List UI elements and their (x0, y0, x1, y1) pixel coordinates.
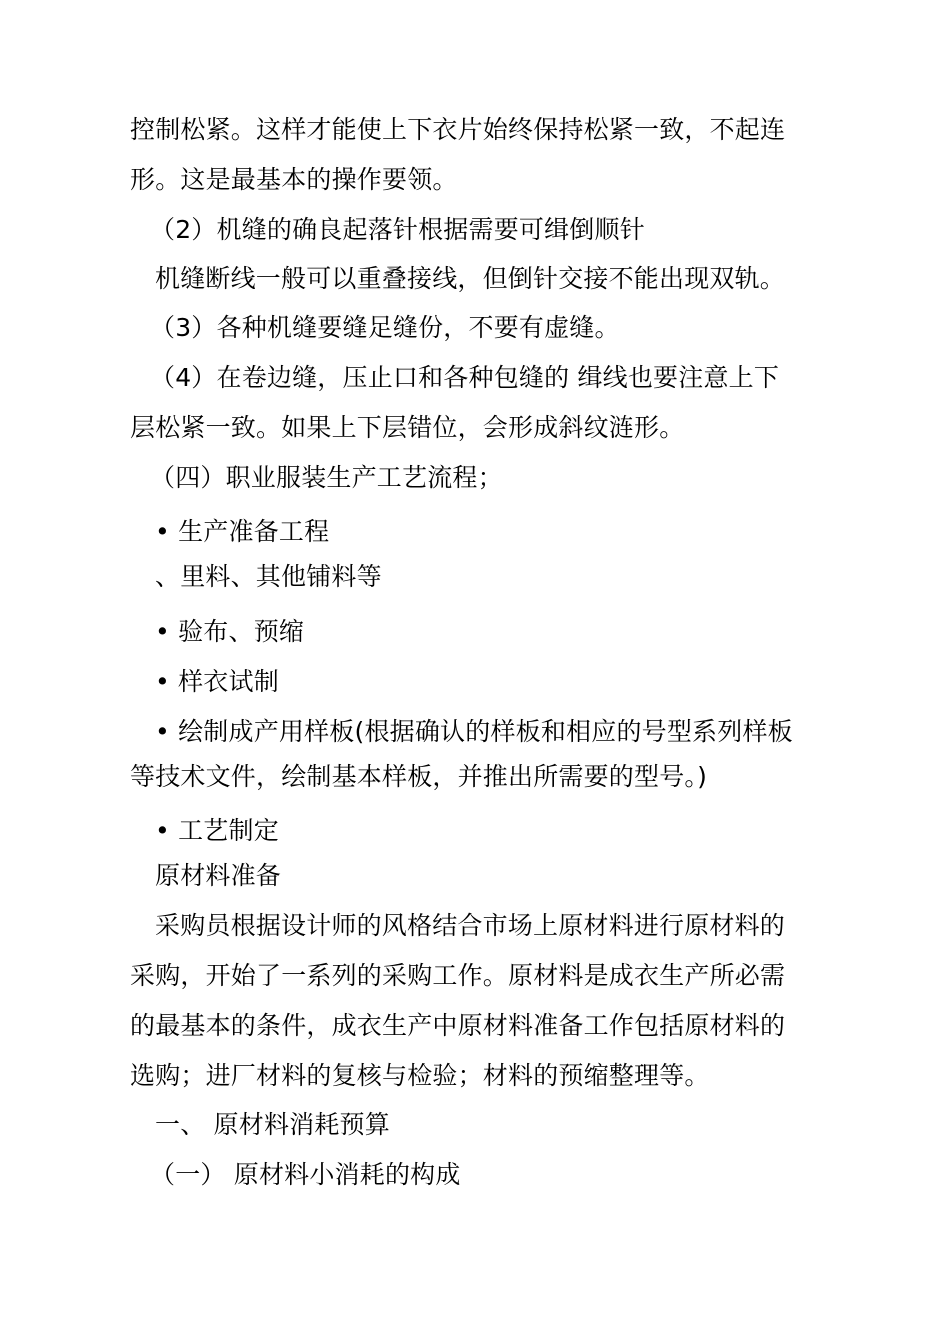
text-line: 层松紧一致。如果上下层错位，会形成斜纹涟形。 (130, 413, 685, 442)
text-line: 、里料、其他铺料等 (155, 562, 382, 591)
text-line: 机缝断线一般可以重叠接线，但倒针交接不能出现双轨。 (155, 264, 786, 293)
text-line: 选购；进厂材料的复核与检验；材料的预缩整理等。 (130, 1061, 710, 1090)
text-line: 采购，开始了一系列的采购工作。原材料是成衣生产所必需 (130, 961, 786, 990)
text-line: 等技术文件，绘制基本样板，并推出所需要的型号。) (130, 762, 708, 791)
text-line: 形。这是最基本的操作要领。 (130, 165, 458, 194)
text-line: 采购员根据设计师的风格结合市场上原材料进行原材料的 (155, 911, 786, 940)
text-line: （4）在卷边缝，压止口和各种包缝的 缉线也要注意上下 (150, 363, 780, 392)
bullet-item: • 生产准备工程 (155, 517, 330, 546)
bullet-item: • 绘制成产用样板(根据确认的样板和相应的号型系列样板 (155, 717, 793, 746)
text-line: 原材料准备 (155, 861, 282, 890)
section-heading: （四）职业服装生产工艺流程； (150, 463, 503, 492)
section-heading: （一） 原材料小消耗的构成 (150, 1160, 461, 1189)
text-line: 控制松紧。这样才能使上下衣片始终保持松紧一致，不起连 (130, 115, 786, 144)
text-line: （3）各种机缝要缝足缝份，不要有虚缝。 (150, 313, 620, 342)
section-heading: 一、 原材料消耗预算 (155, 1110, 390, 1139)
bullet-item: • 工艺制定 (155, 816, 279, 845)
text-line: （2）机缝的确良起落针根据需要可缉倒顺针 (150, 215, 645, 244)
bullet-item: • 样衣试制 (155, 667, 279, 696)
text-line: 的最基本的条件，成衣生产中原材料准备工作包括原材料的 (130, 1011, 786, 1040)
bullet-item: • 验布、预缩 (155, 617, 305, 646)
